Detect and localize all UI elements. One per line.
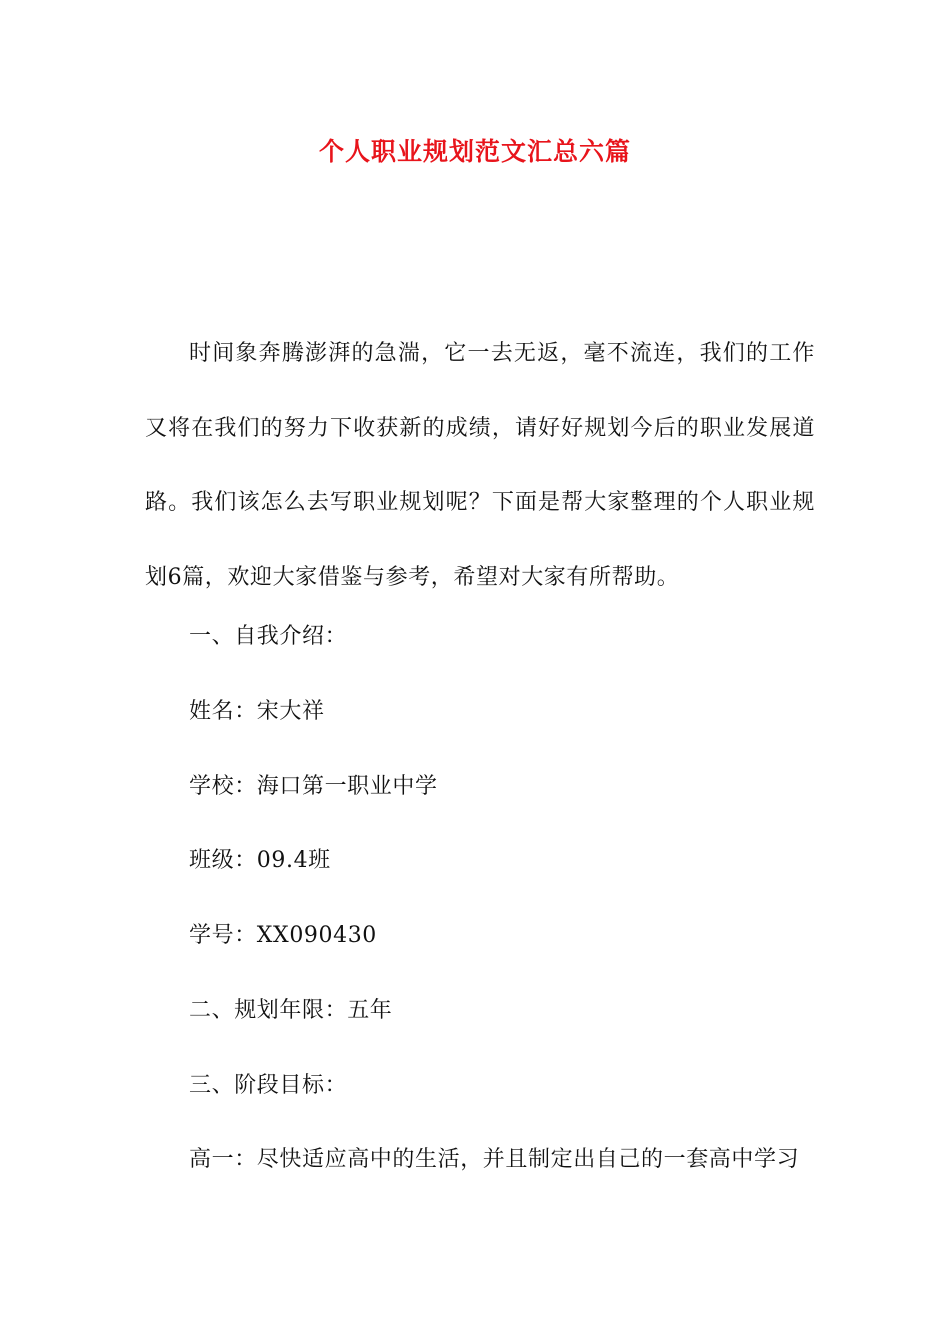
grade-one-line: 高一：尽快适应高中的生活，并且制定出自己的一套高中学习: [189, 1147, 800, 1172]
document-title: 个人职业规划范文汇总六篇: [318, 137, 631, 166]
stage-goals-heading: 三、阶段目标：: [189, 1073, 348, 1098]
student-id-line: 学号：XX090430: [189, 923, 377, 948]
planning-period-line: 二、规划年限：五年: [189, 998, 393, 1023]
section-self-intro-heading: 一、自我介绍：: [189, 624, 348, 649]
class-line: 班级：09.4班: [189, 848, 331, 873]
name-line: 姓名：宋大祥: [189, 699, 325, 724]
school-line: 学校：海口第一职业中学: [189, 774, 438, 799]
intro-paragraph: 时间象奔腾澎湃的急湍，它一去无返，毫不流连，我们的工作又将在我们的努力下收获新的成绩，请好好规划今后的职业发展道路。我们该怎么去写职业规划呢？下面是帮大家整理的个人职业规划6篇，欢迎大家借鉴与参考，希望对大家有所帮助。: [145, 341, 815, 590]
